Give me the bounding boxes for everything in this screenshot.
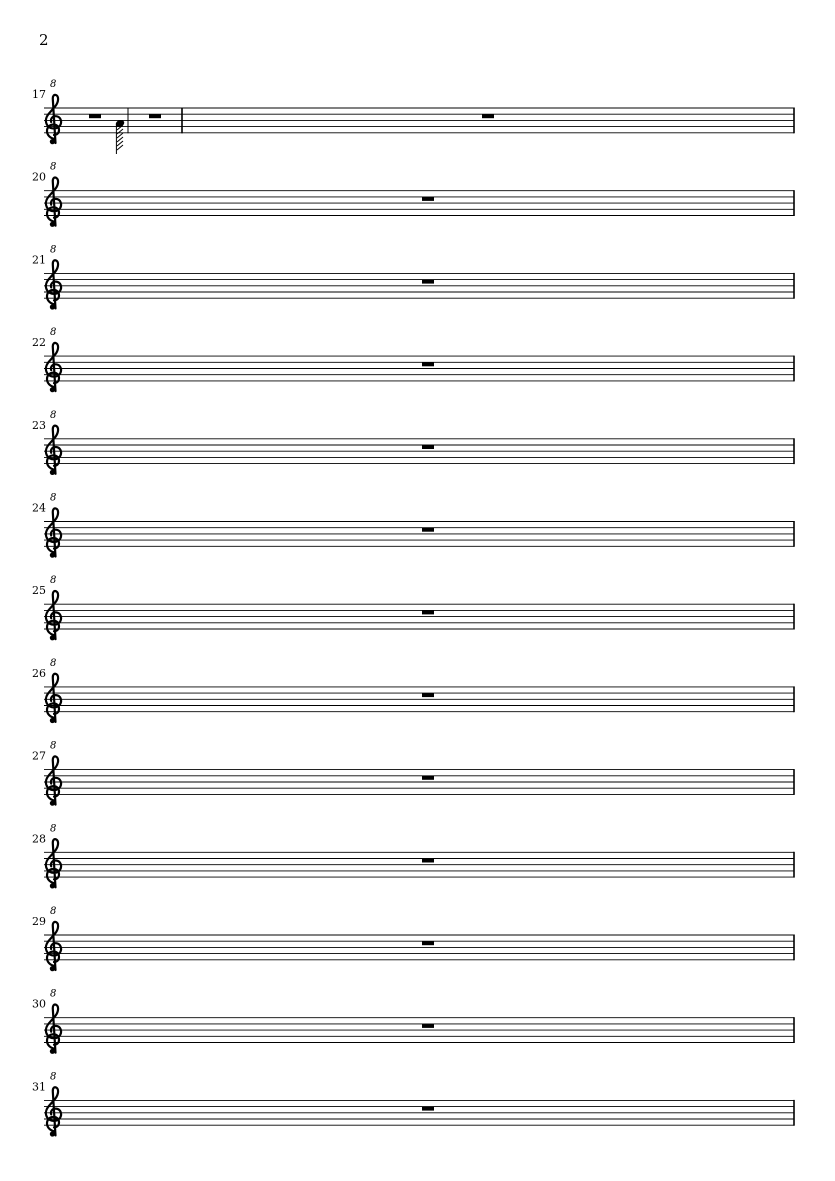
- staff-system: [32, 823, 794, 888]
- ottava-mark: 8: [50, 823, 57, 835]
- ottava-mark: 8: [50, 244, 57, 256]
- treble-clef-icon: [46, 493, 61, 558]
- measure-number: 17: [32, 88, 46, 101]
- whole-rest: [422, 1024, 434, 1028]
- thirtysecond-note: [115, 119, 125, 154]
- ottava-mark: 8: [50, 575, 57, 587]
- whole-rest: [89, 114, 101, 118]
- whole-rest: [149, 114, 161, 118]
- whole-rest: [422, 693, 434, 697]
- treble-clef-icon: [46, 410, 61, 475]
- ottava-mark: 8: [50, 327, 57, 339]
- measure-number: 30: [32, 997, 46, 1011]
- treble-clef-icon: [46, 989, 61, 1054]
- measure-number: 27: [32, 749, 46, 763]
- staff-system: [32, 327, 794, 392]
- measure-number: 20: [32, 170, 46, 184]
- staff-system: [32, 906, 794, 971]
- measure-number: 24: [32, 501, 46, 515]
- treble-clef-icon: [46, 162, 61, 227]
- staff-system: [32, 741, 794, 806]
- measure-number: 29: [32, 915, 46, 928]
- measure-number: 28: [32, 832, 46, 846]
- treble-clef-icon: [46, 906, 61, 971]
- ottava-mark: 8: [50, 79, 57, 90]
- treble-clef-icon: [46, 79, 61, 144]
- treble-clef-icon: [46, 823, 61, 888]
- treble-clef-icon: [46, 741, 61, 806]
- measure-number: 23: [32, 418, 46, 432]
- ottava-mark: 8: [50, 657, 57, 669]
- measure-number: 21: [32, 253, 46, 267]
- whole-rest: [422, 1107, 434, 1111]
- whole-rest: [422, 528, 434, 532]
- staff-system: [32, 989, 794, 1054]
- page-number: 2: [39, 31, 49, 49]
- ottava-mark: 8: [50, 492, 57, 504]
- treble-clef-icon: [46, 1071, 61, 1136]
- whole-rest: [422, 941, 434, 945]
- treble-clef-icon: [46, 327, 61, 392]
- whole-rest: [422, 610, 434, 614]
- staff-system: [32, 162, 794, 227]
- treble-clef-icon: [46, 244, 61, 309]
- staff-system: [32, 658, 794, 723]
- treble-clef-icon: [46, 658, 61, 723]
- staff-system: [32, 493, 794, 558]
- ottava-mark: 8: [50, 906, 57, 917]
- staff-system: [32, 575, 794, 640]
- staff-system: [32, 244, 794, 309]
- whole-rest: [422, 197, 434, 201]
- staff-system: [32, 410, 794, 475]
- measure-number: 31: [32, 1080, 46, 1094]
- whole-rest: [422, 776, 434, 780]
- measure-number: 25: [32, 584, 46, 598]
- ottava-mark: 8: [50, 740, 57, 752]
- ottava-mark: 8: [50, 161, 57, 173]
- ottava-mark: 8: [50, 988, 57, 1000]
- staff-system: [32, 79, 794, 154]
- treble-clef-icon: [46, 575, 61, 640]
- ottava-mark: 8: [50, 409, 57, 421]
- whole-rest: [422, 859, 434, 863]
- measure-number: 22: [32, 336, 46, 350]
- whole-rest: [422, 362, 434, 366]
- whole-rest: [422, 280, 434, 284]
- staff-system: [32, 1071, 794, 1136]
- ottava-mark: 8: [50, 1071, 57, 1083]
- measure-number: 26: [32, 666, 46, 680]
- whole-rest: [422, 445, 434, 449]
- whole-rest: [482, 114, 494, 118]
